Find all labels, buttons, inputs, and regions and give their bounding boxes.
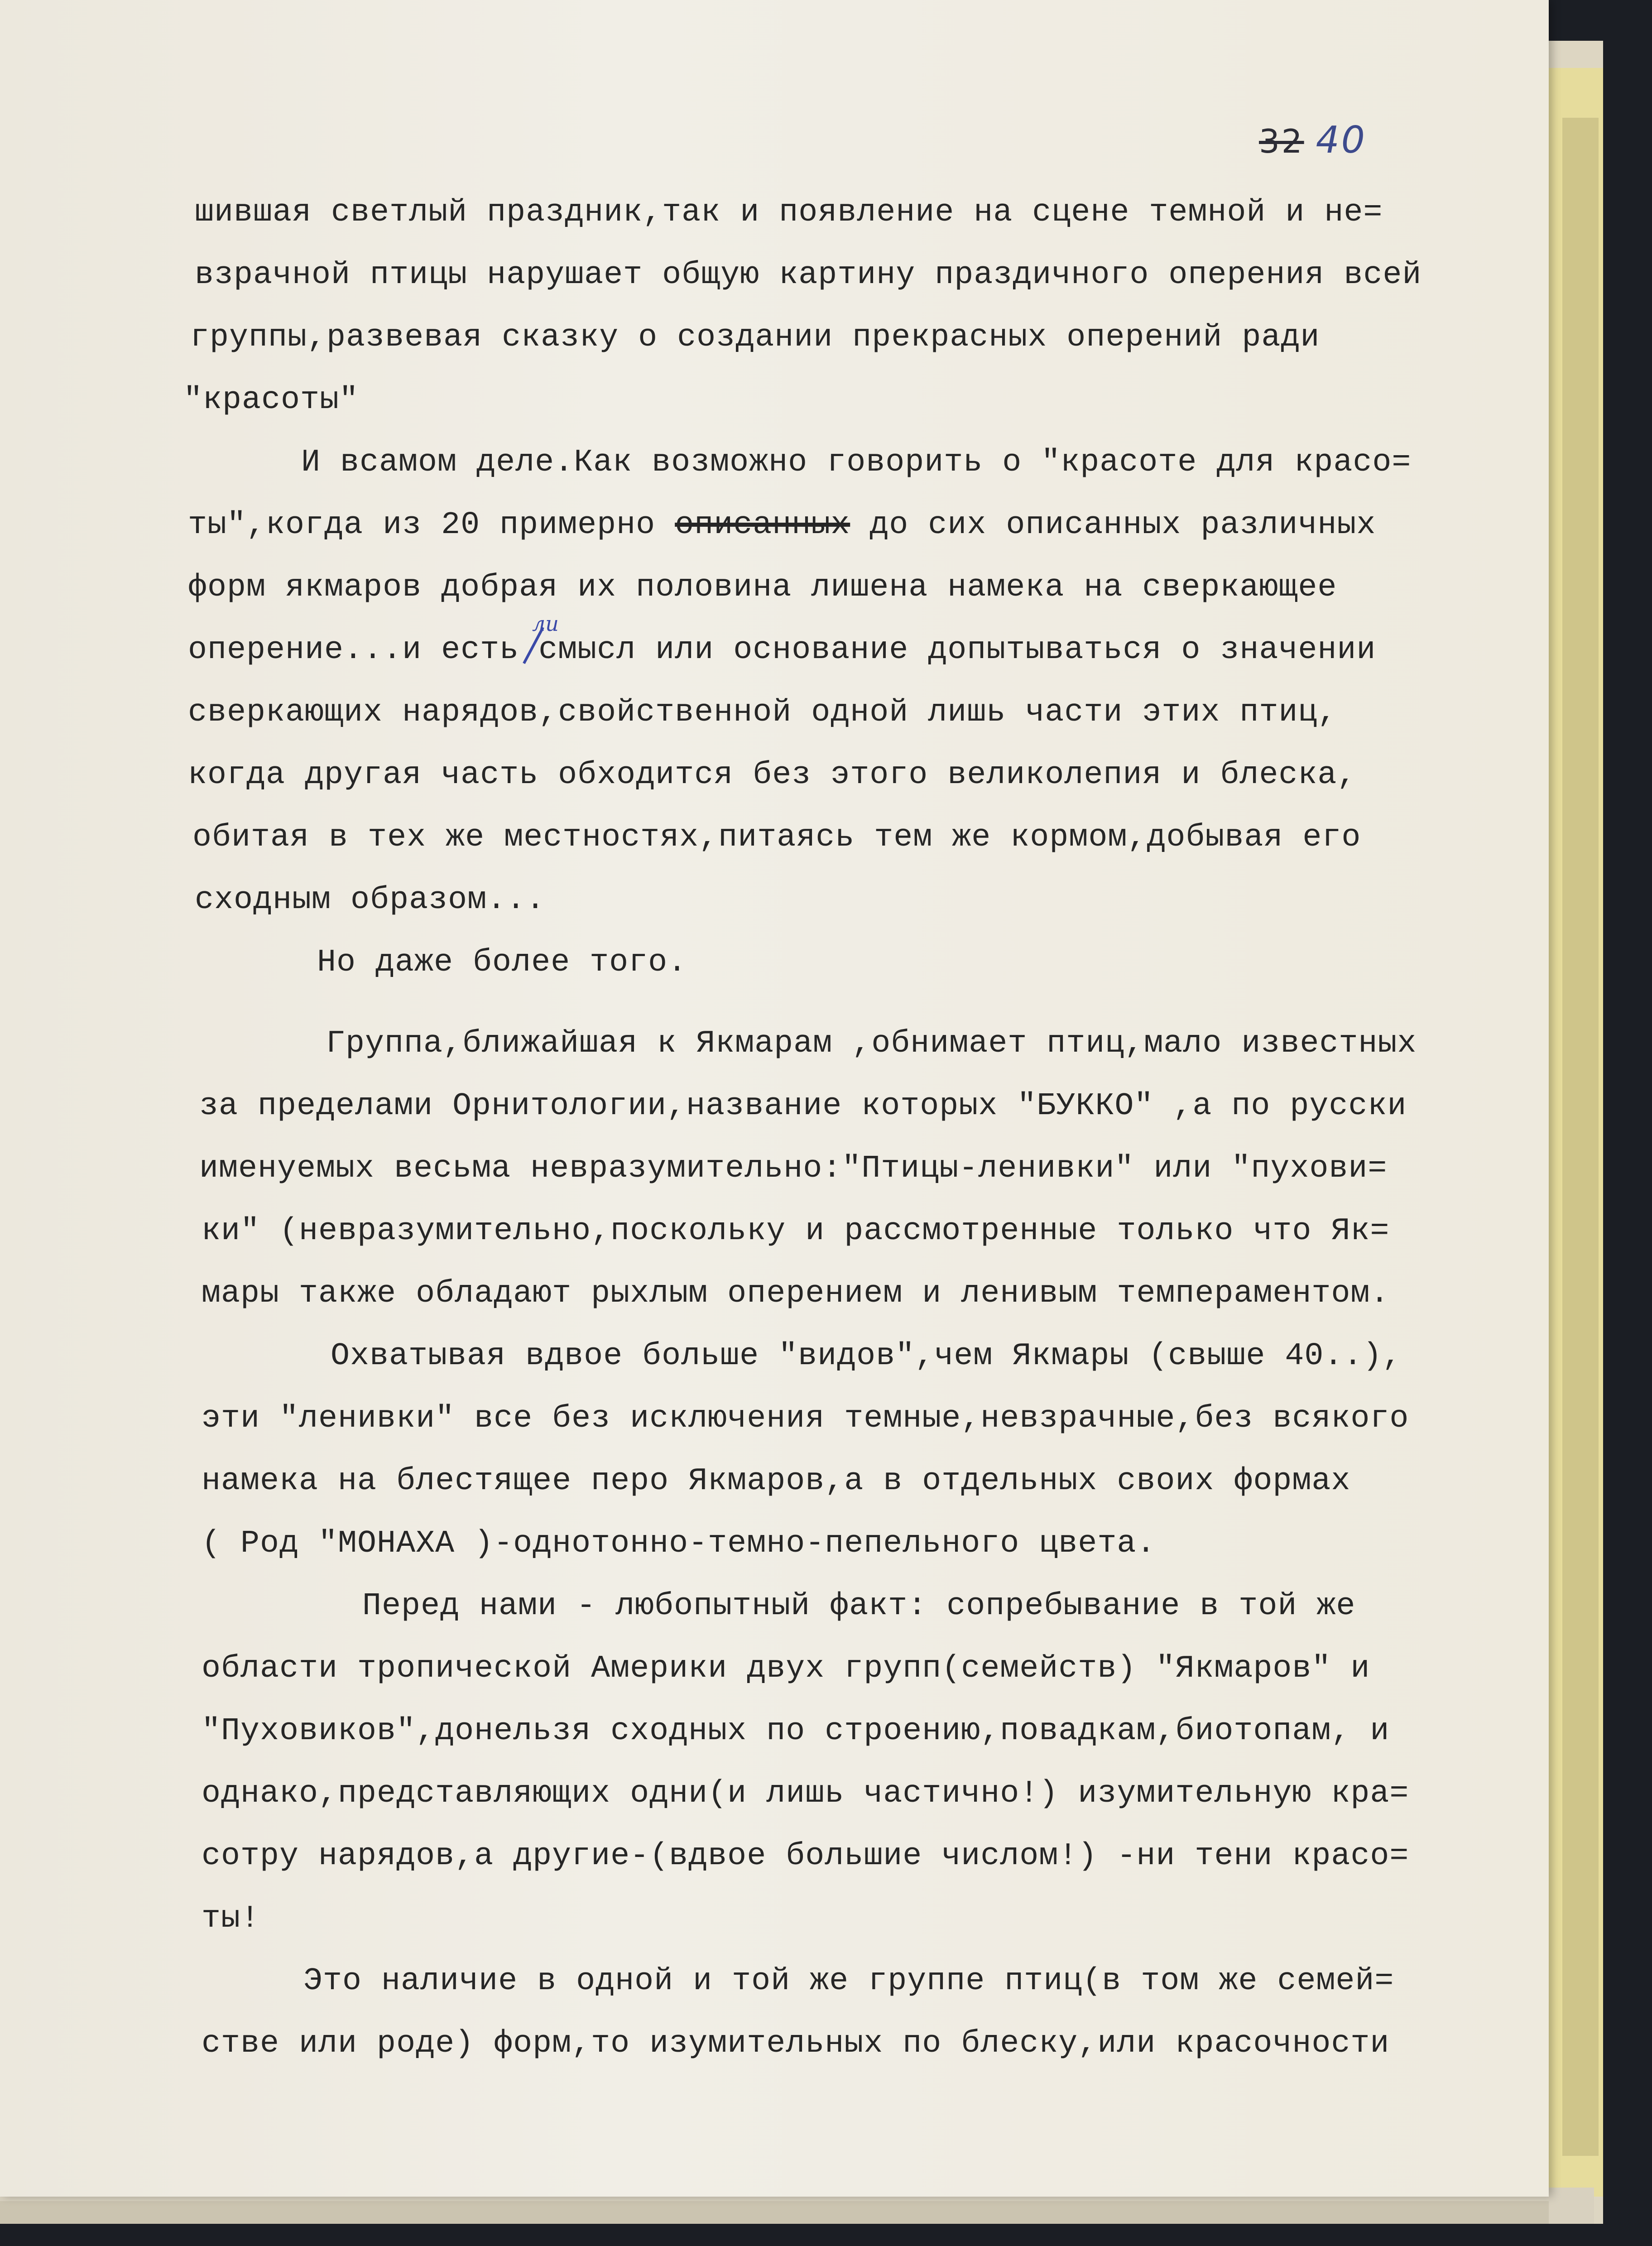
stacked-page-edge	[1562, 118, 1599, 2156]
text-line: за пределами Орнитологии,название которых "БУККО" ,а по русски	[199, 1088, 1407, 1124]
text-line: мары также обладают рыхлым оперением и ленивым темпераментом.	[202, 1276, 1390, 1312]
text-line: форм якмаров добрая их половина лишена намека на сверкающее	[188, 570, 1337, 606]
text-line: шившая светлый праздник,так и появление на сцене темной и не=	[195, 195, 1383, 231]
text-line: Это наличие в одной и той же группе птиц(в том же семей=	[303, 1963, 1394, 1999]
text-line: Группа,ближайшая к Якмарам ,обнимает птиц,мало известных	[326, 1026, 1417, 1062]
text-line	[188, 507, 1376, 543]
text-line: Но даже более того.	[317, 945, 687, 981]
text-line: группы,развевая сказку о создании прекрасных оперений ради	[190, 320, 1320, 356]
text-line: взрачной птицы нарушает общую картину праздичного оперения всей	[195, 257, 1422, 293]
text-line: ки" (невразумительно,поскольку и рассмотренные только что Як=	[202, 1213, 1390, 1249]
text-line: "Пуховиков",донельзя сходных по строению,повадкам,биотопам, и	[202, 1713, 1390, 1749]
text-line: И всамом деле.Как возможно говорить о "красоте для красо=	[301, 445, 1412, 481]
text-line-tail: смысл или основание допытываться о значении	[538, 632, 1376, 668]
text-line: стве или роде) форм,то изумительных по блеску,или красочности	[202, 2026, 1390, 2062]
text-line: однако,представляющих одни(и лишь частично!) изумительную кра=	[202, 1776, 1409, 1812]
text-line: сверкающих нарядов,свойственной одной лишь части этих птиц,	[188, 695, 1337, 731]
text-line: области тропической Америки двух групп(семейств) "Якмаров" и	[202, 1651, 1370, 1687]
text-line	[188, 632, 1376, 668]
text-line: обитая в тех же местностях,питаясь тем же кормом,добывая его	[192, 820, 1361, 856]
text-line: сходным образом...	[195, 882, 546, 918]
text-line: именуемых весьма невразумительно:"Птицы-ленивки" или "пухови=	[199, 1151, 1388, 1187]
text-line-tail: до сих описанных различных	[869, 507, 1376, 543]
stacked-page-edge	[0, 2201, 1549, 2224]
text-line: ( Род "МОНАХА )-однотонно-темно-пепельного цвета.	[202, 1526, 1156, 1562]
text-line: "красоты"	[183, 382, 359, 418]
text-line: намека на блестящее перо Якмаров,а в отдельных своих формах	[202, 1463, 1351, 1499]
handwritten-insertion: ли	[532, 611, 559, 636]
page-number-struck: 32	[1259, 122, 1304, 160]
text-line: сотру нарядов,а другие-(вдвое большие числом!) -ни тени красо=	[202, 1838, 1409, 1874]
text-line: эти "ленивки" все без исключения темные,невзрачные,без всякого	[202, 1401, 1409, 1437]
text-line: ты!	[202, 1901, 260, 1937]
text-line: Перед нами - любопытный факт: сопребывание в той же	[362, 1588, 1356, 1624]
struck-word: описанных	[675, 507, 850, 543]
text-line-lead: ты",когда из 20 примерно	[188, 507, 656, 543]
text-line: когда другая часть обходится без этого великолепия и блеска,	[188, 757, 1357, 793]
page-number-handwritten: 40	[1316, 119, 1367, 162]
text-line-lead: оперение...и есть	[188, 632, 519, 668]
text-line: Охватывая вдвое больше "видов",чем Якмары (свыше 40..),	[331, 1338, 1402, 1374]
